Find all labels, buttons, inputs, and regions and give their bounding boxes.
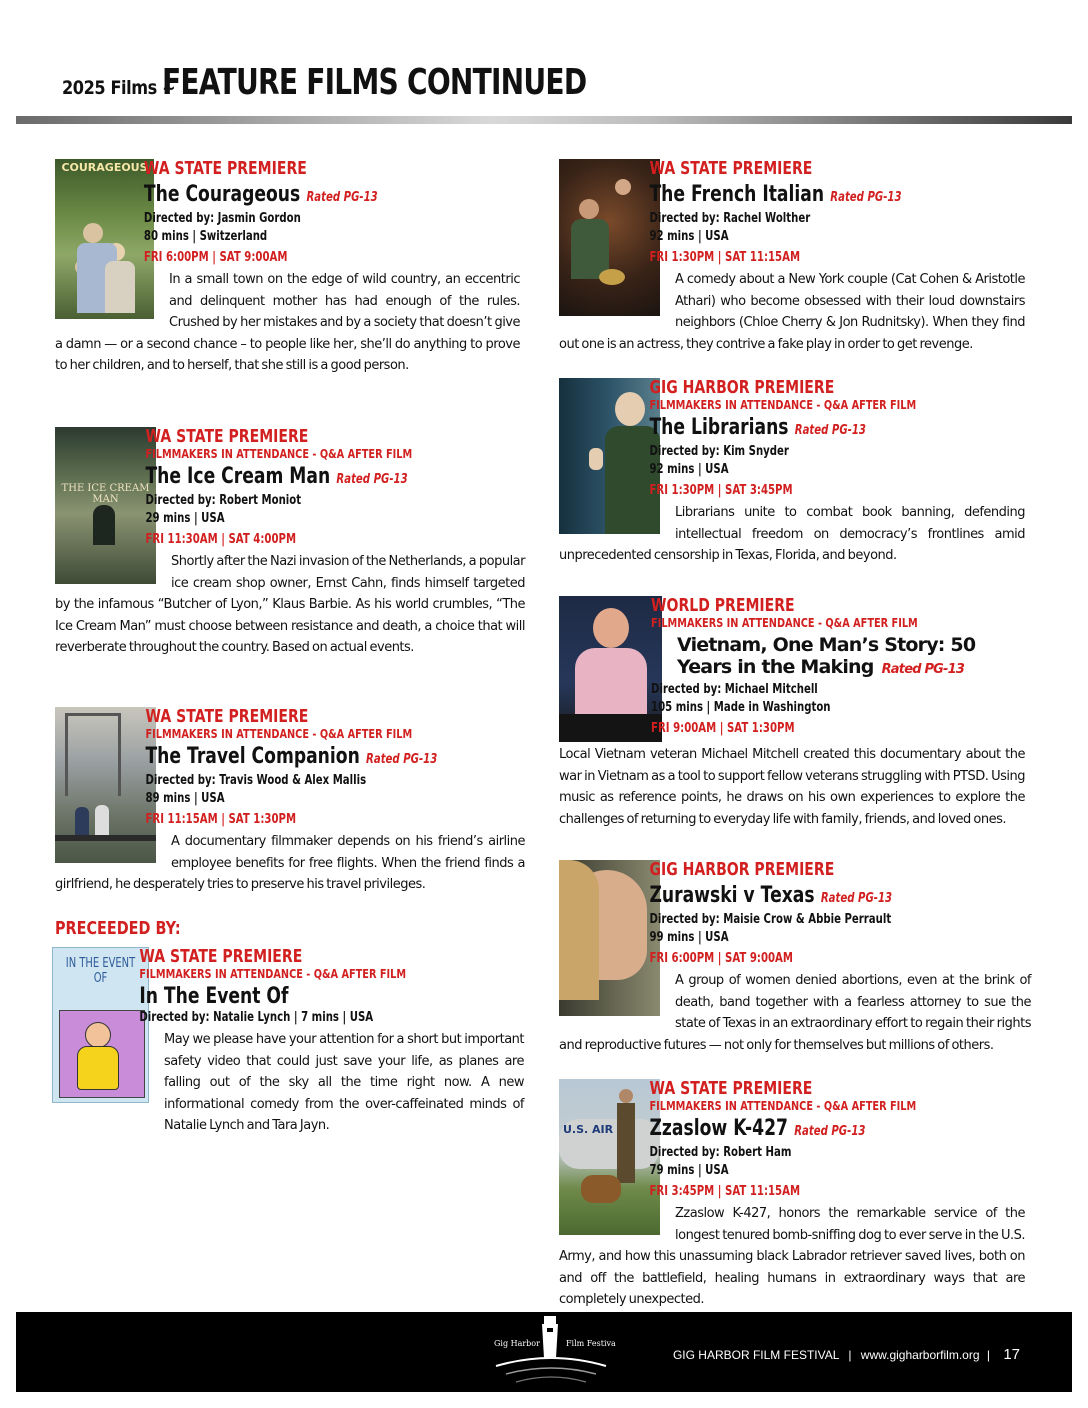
premiere-label: GIG HARBOR PREMIERE [649,859,835,880]
premiere-label: WA STATE PREMIERE [145,426,309,447]
footer-text [673,1346,1020,1363]
rating: Rated PG-13 [830,190,902,205]
film-card-travel-companion [55,707,525,896]
poster-in-the-event-of: IN THE EVENT OF [52,947,149,1103]
premiere-label: WA STATE PREMIERE [145,706,309,727]
filmmakers-note: FILMMAKERS IN ATTENDANCE - Q&A AFTER FILM [649,397,917,412]
showtimes: FRI 9:00AM | SAT 1:30PM [651,721,795,736]
premiere-label: WA STATE PREMIERE [649,1078,813,1099]
runtime-country: 79 mins | USA [649,1163,729,1178]
film-card-courageous [55,159,520,377]
page-number: 17 [1003,1346,1020,1363]
runtime-country: 92 mins | USA [649,229,729,244]
showtimes: FRI 11:30AM | SAT 4:00PM [145,532,297,547]
film-description: A documentary filmmaker depends on his friend’s airline employee benefits for free flights. When the friend finds a girlfriend, he desperately tries to preserve his travel privileges. [55,834,525,892]
page-header [62,62,706,103]
footer-org: GIG HARBOR FILM FESTIVAL [672,1348,839,1362]
film-description: Shortly after the Nazi invasion of the Netherlands, a popular ice cream shop owner, Ernst Cahn, finds himself targeted by the infamous “Butcher of Lyon,” Klaus Barbie. As his world crumbles, “The Ice Cream Man” must choose between resistance and death, a choice that will reverberate throughout the country. Based on actual events. [55,554,525,655]
svg-text:Film Festival: Film Festival [566,1339,616,1348]
filmmakers-note: FILMMAKERS IN ATTENDANCE - Q&A AFTER FILM [651,615,918,630]
poster-courageous: COURAGEOUS [55,159,154,319]
runtime-country: 105 mins | Made in Washington [651,700,831,715]
footer-sep: | [848,1348,852,1362]
filmmakers-note: FILMMAKERS IN ATTENDANCE - Q&A AFTER FILM [139,966,407,981]
film-title: The Courageous Rated PG-13 [143,182,378,207]
showtimes: FRI 1:30PM | SAT 3:45PM [649,483,793,498]
rating: Rated PG-13 [366,752,438,767]
rating: Rated PG-13 [306,190,378,205]
film-card-vietnam [559,596,1025,830]
premiere-label: WORLD PREMIERE [651,595,795,616]
film-card-french-italian [559,159,1025,355]
film-description: Zzaslow K-427, honors the remarkable service of the longest tenured bomb-sniffing dog to ever serve in the U.S. Army, and how this unassuming black Labrador retriever saved lives, both on and off the battlefield, healing humans in extraordinary ways that are completely unexpected. [559,1206,1025,1307]
rating: Rated PG-13 [881,662,965,677]
film-card-zurawski [559,860,1031,1056]
festival-logo [486,1314,616,1388]
lighthouse-icon [486,1314,616,1388]
director: Directed by: Robert Moniot [145,493,302,508]
film-title: The Ice Cream Man Rated PG-13 [145,464,408,489]
premiere-label: GIG HARBOR PREMIERE [649,377,835,398]
filmmakers-note: FILMMAKERS IN ATTENDANCE - Q&A AFTER FILM [145,726,413,741]
film-card-zzaslow [559,1079,1025,1311]
premiere-label: WA STATE PREMIERE [143,158,307,179]
footer-sep: | [986,1348,990,1362]
runtime-country: 92 mins | USA [649,462,729,477]
page-title: FEATURE FILMS CONTINUED [162,62,587,103]
film-title: The French Italian Rated PG-13 [649,182,902,207]
film-description: Local Vietnam veteran Michael Mitchell created this documentary about the war in Vietnam as a tool to support fellow veterans struggling with PTSD. Using music as reference points, he draws on his own experiences to explore the challenges of returning to everyday life with family, friends, and loved ones. [559,747,1025,827]
footer [16,1312,1072,1392]
film-title: Zzaslow K-427 Rated PG-13 [649,1116,866,1141]
film-title: In The Event Of [139,984,289,1009]
film-description: May we please have your attention for a short but important safety video that could just save your life, as planes are falling out of the sky all the time right now. A new informational comedy from the over-caffeinated minds of Natalie Lynch and Tara Jayn. [164,1032,524,1133]
showtimes: FRI 3:45PM | SAT 11:15AM [649,1184,801,1199]
film-card-ice-cream-man [55,427,525,659]
premiere-label: WA STATE PREMIERE [649,158,813,179]
rating: Rated PG-13 [336,472,408,487]
director: Directed by: Michael Mitchell [651,682,818,697]
svg-text:Gig Harbor: Gig Harbor [494,1339,540,1348]
film-description: Librarians unite to combat book banning, defending intellectual freedom on democracy’s frontlines amid unprecedented censorship in Texas, Florida, and beyond. [559,505,1025,563]
rating: Rated PG-13 [820,891,893,906]
footer-url[interactable]: www.gigharborfilm.org [860,1348,980,1362]
film-description: A comedy about a New York couple (Cat Cohen & Aristotle Athari) who become obsessed with their loud downstairs neighbors (Chloe Cherry & Jon Rudnitsky). When they find out one is an actress, they contrive a fake play in order to get revenge. [559,272,1025,352]
director: Directed by: Maisie Crow & Abbie Perrault [649,912,892,927]
film-title: Zurawski v Texas Rated PG-13 [649,883,893,908]
director: Directed by: Jasmin Gordon [143,211,301,226]
director: Directed by: Robert Ham [649,1145,792,1160]
runtime-country: 29 mins | USA [145,511,225,526]
director: Directed by: Rachel Wolther [649,211,811,226]
header-small: 2025 Films ~ [62,77,176,99]
film-description: A group of women denied abortions, even at the brink of death, band together with a fearless attorney to sue the state of Texas in an extraordinary effort to regain their rights and reproductive futures — not only for themselves but millions of others. [559,973,1031,1053]
film-card-librarians [559,378,1025,567]
poster-ice-cream-man: THE ICE CREAM MAN [55,427,156,584]
runtime-country: 99 mins | USA [649,930,729,945]
header-rule [16,116,1072,124]
film-title: The Librarians Rated PG-13 [649,415,867,440]
film-card-in-the-event-of [52,947,524,1137]
director: Directed by: Natalie Lynch | 7 mins | USA [139,1010,374,1025]
film-title: Vietnam, One Man’s Story: 50 Years in the Making Rated PG-13 [677,634,976,678]
premiere-label: WA STATE PREMIERE [139,946,303,967]
preceeded-by-label: PRECEEDED BY: [55,918,181,939]
runtime-country: 80 mins | Switzerland [143,229,268,244]
showtimes: FRI 6:00PM | SAT 9:00AM [143,250,288,265]
filmmakers-note: FILMMAKERS IN ATTENDANCE - Q&A AFTER FILM [649,1098,917,1113]
poster-zzaslow: U.S. AIR [559,1079,660,1235]
showtimes: FRI 6:00PM | SAT 9:00AM [649,951,793,966]
director: Directed by: Travis Wood & Alex Mallis [145,773,367,788]
filmmakers-note: FILMMAKERS IN ATTENDANCE - Q&A AFTER FILM [145,446,413,461]
rating: Rated PG-13 [794,423,867,438]
runtime-country: 89 mins | USA [145,791,225,806]
rating: Rated PG-13 [794,1124,866,1139]
film-description: In a small town on the edge of wild country, an eccentric and delinquent mother has had enough of the rules. Crushed by her mistakes and by a society that doesn’t give a damn — or a second chance – to people like her, she’ll do anything to prove to her children, and to herself, that she still is a good person. [55,272,520,373]
film-title: The Travel Companion Rated PG-13 [145,744,438,769]
showtimes: FRI 11:15AM | SAT 1:30PM [145,812,297,827]
director: Directed by: Kim Snyder [649,444,789,459]
showtimes: FRI 1:30PM | SAT 11:15AM [649,250,801,265]
